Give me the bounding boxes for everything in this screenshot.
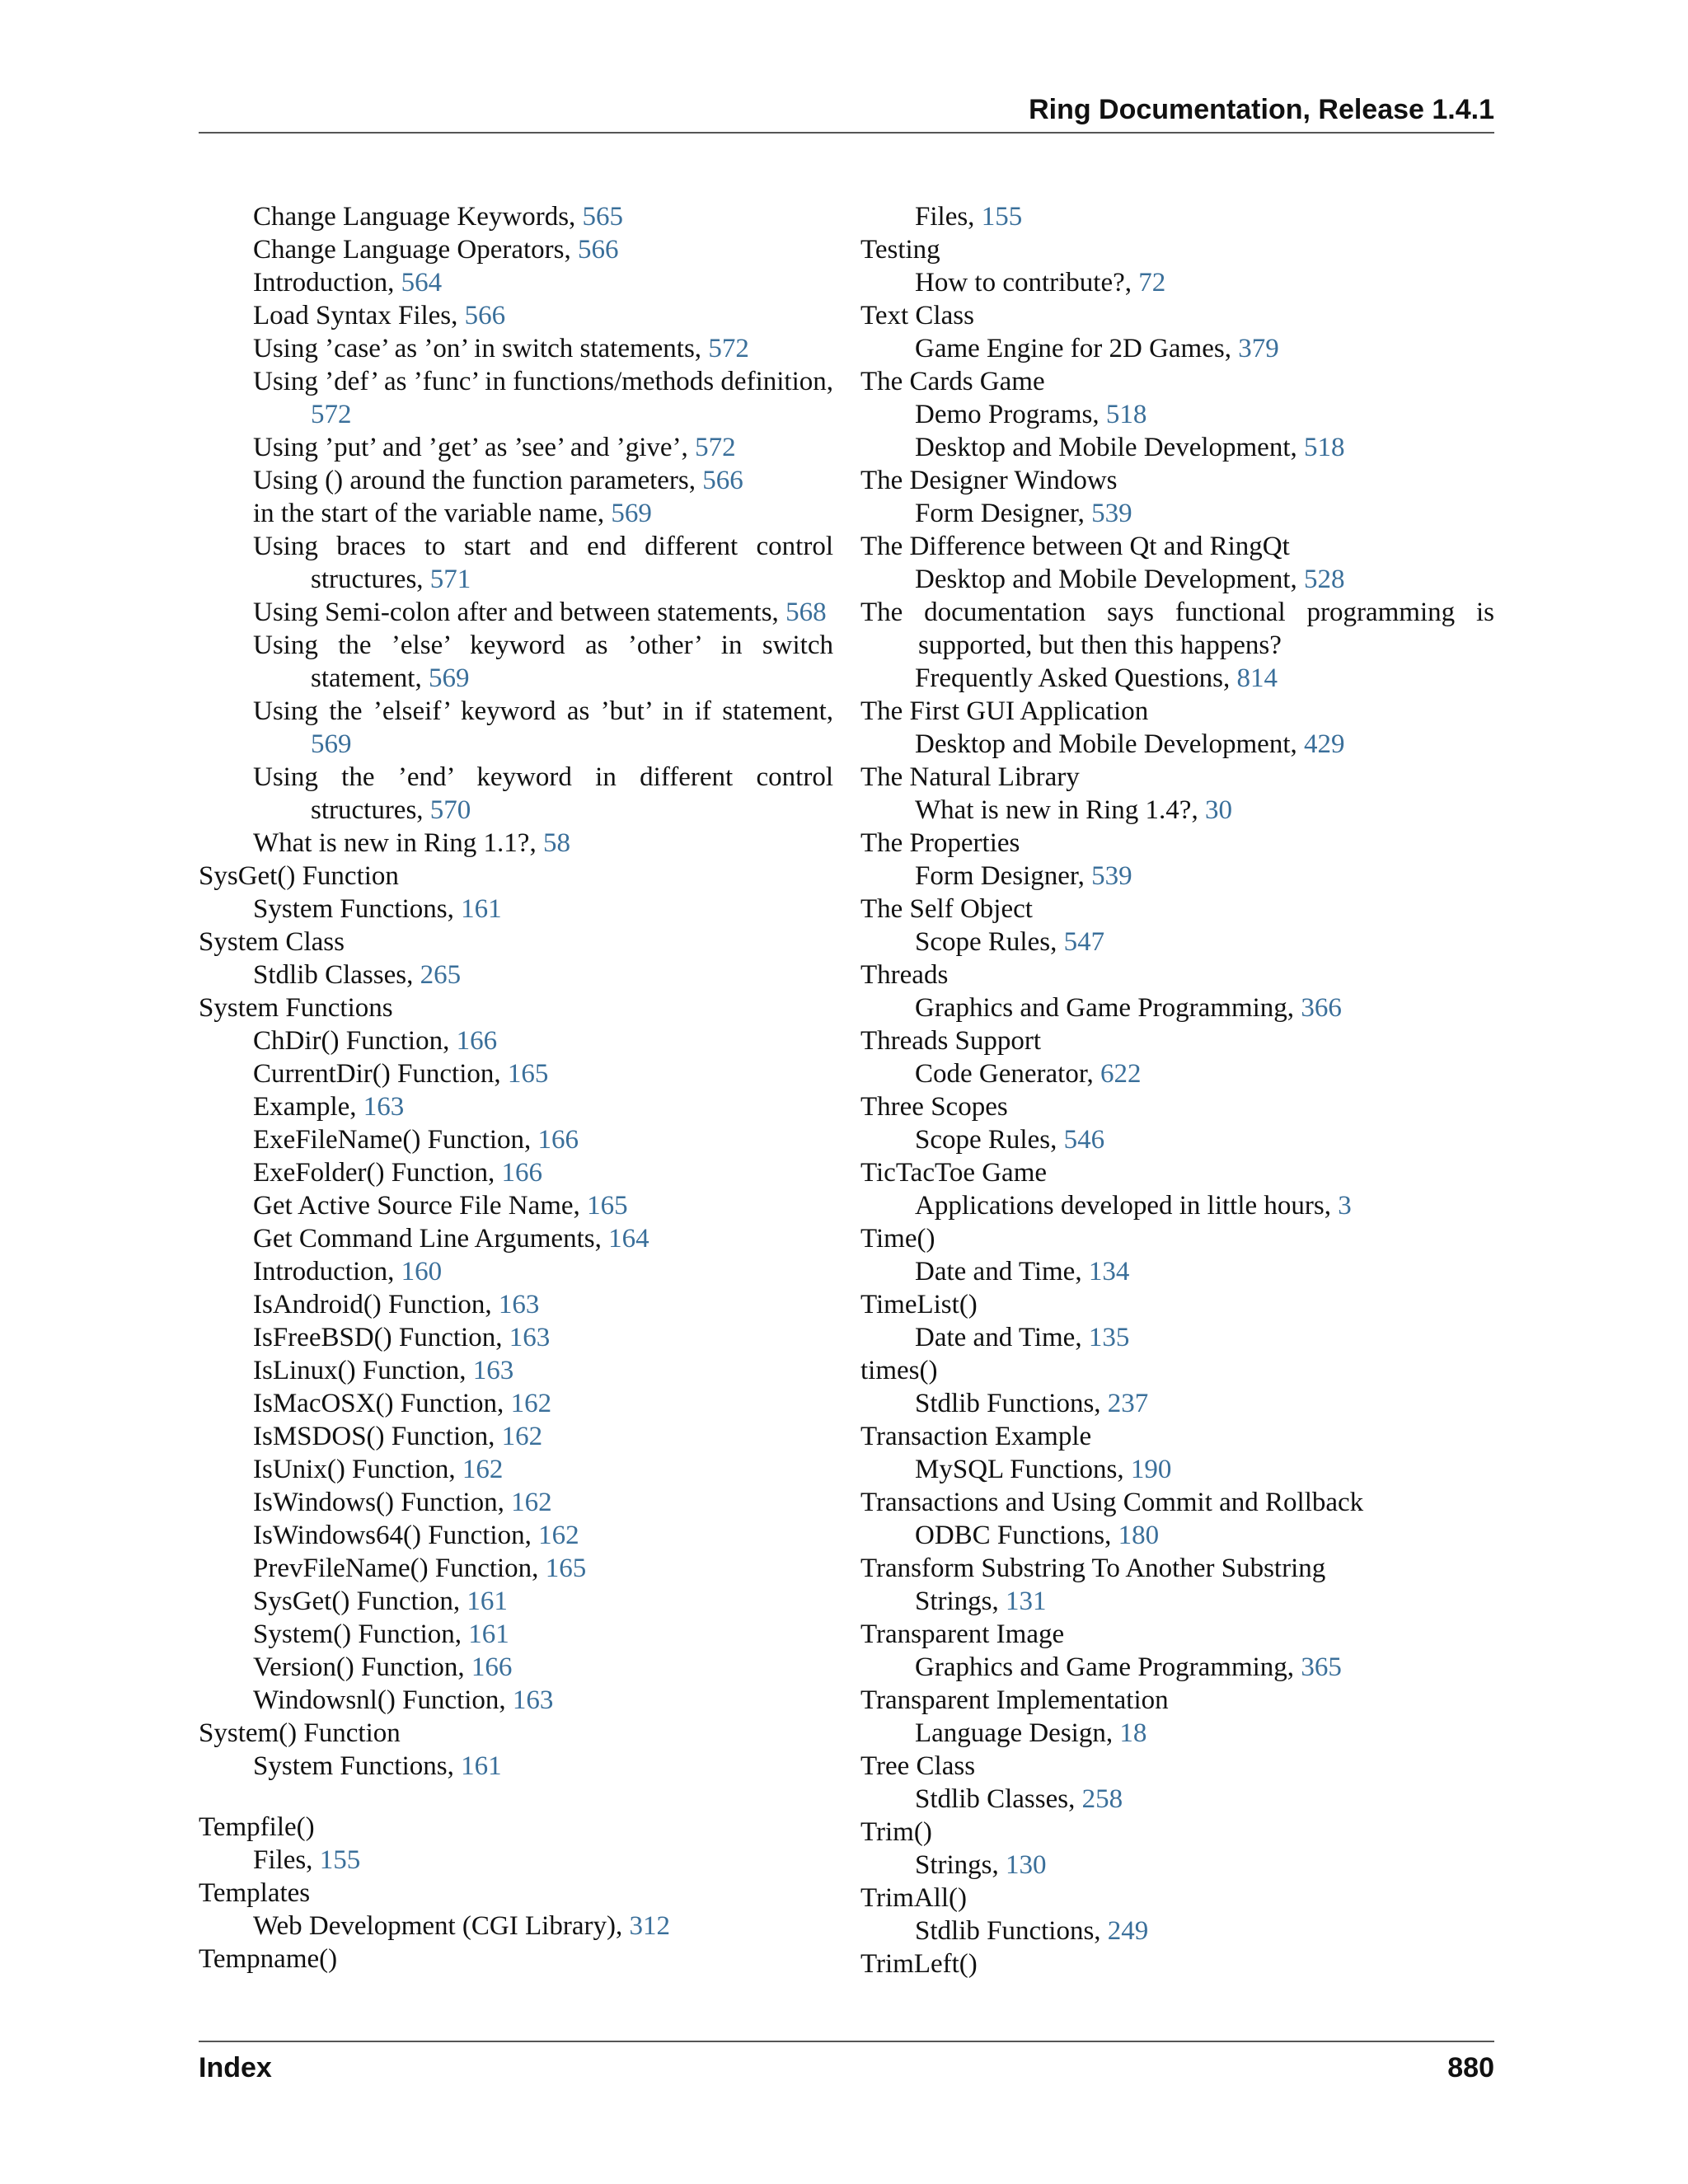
index-subentry: [860, 991, 1494, 1024]
page-link[interactable]: 166: [471, 1652, 513, 1682]
page-link[interactable]: 164: [608, 1224, 649, 1254]
index-subentry: [199, 596, 833, 629]
index-entry-text: Example,: [253, 1092, 363, 1122]
index-entry-text: Stdlib Functions,: [915, 1916, 1108, 1946]
page-link[interactable]: 546: [1063, 1125, 1105, 1155]
index-column-left: [199, 200, 833, 1975]
index-entry-text: ODBC Functions,: [915, 1521, 1118, 1550]
index-subentry: [199, 266, 833, 299]
index-subentry: [860, 563, 1494, 596]
index-subentry: [199, 1387, 833, 1420]
page-link[interactable]: 163: [509, 1323, 551, 1352]
index-subentry: [199, 299, 833, 332]
index-entry-text: Graphics and Game Programming,: [915, 993, 1301, 1023]
page-link[interactable]: 312: [629, 1911, 670, 1941]
index-entry-text: Get Active Source File Name,: [253, 1191, 588, 1221]
page-link[interactable]: 161: [467, 1586, 508, 1616]
page-link[interactable]: 155: [981, 202, 1023, 232]
index-subentry: [199, 1024, 833, 1057]
index-subentry: [199, 893, 833, 926]
index-subentry: [199, 233, 833, 266]
index-term: [860, 365, 1494, 398]
page-link[interactable]: 162: [511, 1488, 552, 1517]
page-link[interactable]: 539: [1091, 499, 1132, 528]
index-subentry: [199, 695, 833, 761]
index-subentry: [199, 1750, 833, 1783]
index-subentry: [860, 1057, 1494, 1090]
page-link[interactable]: 134: [1088, 1257, 1130, 1286]
index-entry-text: Transparent Image: [860, 1619, 1065, 1649]
index-subentry: [199, 827, 833, 860]
index-entry-text: PrevFileName() Function,: [253, 1554, 546, 1583]
index-entry-text: The Natural Library: [860, 762, 1080, 792]
index-entry-text: SysGet() Function: [199, 861, 399, 891]
page-link[interactable]: 130: [1006, 1850, 1047, 1880]
index-entry-text: The First GUI Application: [860, 696, 1149, 726]
index-subentry: [199, 1910, 833, 1943]
index-entry-text: System Functions: [199, 993, 393, 1023]
index-subentry: [199, 1618, 833, 1651]
page-link[interactable]: 571: [429, 565, 471, 594]
page-link[interactable]: 518: [1105, 400, 1147, 429]
index-entry-text: Stdlib Functions,: [915, 1389, 1108, 1418]
index-term: [860, 596, 1494, 662]
index-entry-text: How to contribute?,: [915, 268, 1139, 298]
index-term: [199, 1811, 833, 1844]
index-term: [860, 299, 1494, 332]
index-term: [199, 1877, 833, 1910]
index-subentry: [199, 431, 833, 464]
index-entry-text: Desktop and Mobile Development,: [915, 729, 1304, 759]
index-entry-text: TrimAll(): [860, 1883, 967, 1913]
page-link[interactable]: 18: [1119, 1718, 1147, 1748]
page-link[interactable]: 165: [587, 1191, 628, 1221]
index-entry-text: IsUnix() Function,: [253, 1455, 462, 1484]
index-subentry: [199, 1453, 833, 1486]
index-entry-text: IsWindows() Function,: [253, 1488, 512, 1517]
index-subentry: [199, 1288, 833, 1321]
page-link[interactable]: 162: [510, 1389, 552, 1418]
index-subentry: [860, 794, 1494, 827]
index-entry-text: Demo Programs,: [915, 400, 1106, 429]
index-entry-text: System() Function: [199, 1718, 401, 1748]
page-header: [199, 92, 1494, 134]
page-link[interactable]: 131: [1006, 1586, 1047, 1616]
index-subentry: [860, 1585, 1494, 1618]
index-entry-text: TicTacToe Game: [860, 1158, 1048, 1188]
index-entry-text: Graphics and Game Programming,: [915, 1652, 1301, 1682]
index-entry-text: MySQL Functions,: [915, 1455, 1131, 1484]
index-entry-text: IsAndroid() Function,: [253, 1290, 499, 1319]
page-link[interactable]: 72: [1138, 268, 1166, 298]
index-entry-text: Files,: [915, 202, 982, 232]
page-link[interactable]: 622: [1100, 1059, 1142, 1089]
index-entry-text: Scope Rules,: [915, 1125, 1064, 1155]
index-entry-text: Using the ’end’ keyword in different control structures,: [253, 762, 833, 825]
index-entry-text: Version() Function,: [253, 1652, 471, 1682]
index-subentry: [860, 266, 1494, 299]
index-entry-text: Testing: [860, 235, 940, 265]
index-column-right: [860, 200, 1494, 1980]
index-entry-text: Using braces to start and end different control structures,: [253, 532, 833, 594]
index-subentry: [199, 365, 833, 431]
page-link[interactable]: 162: [501, 1422, 543, 1451]
page-link[interactable]: 572: [708, 334, 749, 363]
index-entry-text: What is new in Ring 1.4?,: [915, 795, 1205, 825]
index-term: [199, 1717, 833, 1750]
index-entry-text: The Properties: [860, 828, 1020, 858]
page-link[interactable]: 566: [464, 301, 506, 330]
index-term: [860, 1222, 1494, 1255]
index-subentry: [860, 860, 1494, 893]
index-entry-text: Date and Time,: [915, 1323, 1089, 1352]
index-entry-text: IsLinux() Function,: [253, 1356, 473, 1385]
index-entry-text: Introduction,: [253, 1257, 401, 1286]
index-entry-text: Using ’put’ and ’get’ as ’see’ and ’give’,: [253, 433, 696, 462]
index-term: [860, 1618, 1494, 1651]
index-entry-text: Transaction Example: [860, 1422, 1092, 1451]
index-entry-text: What is new in Ring 1.1?,: [253, 828, 543, 858]
page-link[interactable]: 165: [545, 1554, 587, 1583]
index-term: [199, 860, 833, 893]
index-entry-text: times(): [860, 1356, 938, 1385]
page-link[interactable]: 166: [456, 1026, 498, 1056]
index-entry-text: Frequently Asked Questions,: [915, 663, 1237, 693]
index-entry-text: Date and Time,: [915, 1257, 1089, 1286]
index-subentry: [860, 1915, 1494, 1947]
index-subentry: [199, 1354, 833, 1387]
page-link[interactable]: 518: [1304, 433, 1345, 462]
index-entry-text: Three Scopes: [860, 1092, 1008, 1122]
index-entry-text: Language Design,: [915, 1718, 1120, 1748]
page-link[interactable]: 568: [785, 598, 827, 627]
index-term: [860, 1486, 1494, 1519]
index-subentry: [199, 497, 833, 530]
page-number: 880: [1447, 2052, 1494, 2083]
index-entry-text: Desktop and Mobile Development,: [915, 433, 1304, 462]
index-subentry: [860, 1717, 1494, 1750]
page-link[interactable]: 429: [1304, 729, 1345, 759]
page-link[interactable]: 166: [501, 1158, 543, 1188]
page-link[interactable]: 155: [319, 1845, 361, 1875]
index-entry-text: The Difference between Qt and RingQt: [860, 532, 1290, 561]
index-subentry: [199, 1123, 833, 1156]
index-entry-text: Stdlib Classes,: [253, 960, 420, 990]
index-subentry: [199, 958, 833, 991]
page-link[interactable]: 58: [542, 828, 570, 858]
index-entry-text: Using the ’elseif’ keyword as ’but’ in if statement,: [253, 696, 833, 726]
page-link[interactable]: 365: [1301, 1652, 1342, 1682]
index-subentry: [860, 431, 1494, 464]
page-link[interactable]: 566: [578, 235, 619, 265]
page-link[interactable]: 161: [461, 1751, 502, 1781]
index-entry-text: IsMSDOS() Function,: [253, 1422, 502, 1451]
index-entry-text: Threads Support: [860, 1026, 1042, 1056]
index-entry-text: Text Class: [860, 301, 974, 330]
page-link[interactable]: 569: [311, 729, 352, 759]
index-entry-text: Change Language Operators,: [253, 235, 579, 265]
index-entry-text: The documentation says functional programming is supported, but then this happens?: [860, 598, 1494, 660]
index-entry-text: System Functions,: [253, 1751, 462, 1781]
index-term: [860, 1816, 1494, 1849]
index-entry-text: Load Syntax Files,: [253, 301, 465, 330]
index-entry-text: System() Function,: [253, 1619, 469, 1649]
index-entry-text: Files,: [253, 1845, 320, 1875]
index-entry-text: Strings,: [915, 1586, 1006, 1616]
page-link[interactable]: 265: [420, 960, 462, 990]
index-subentry: [199, 464, 833, 497]
index-subentry: [199, 1420, 833, 1453]
index-term: [860, 530, 1494, 563]
index-subentry: [860, 497, 1494, 530]
index-subentry: [860, 332, 1494, 365]
index-term: [860, 233, 1494, 266]
index-entry-text: Introduction,: [253, 268, 401, 298]
index-subentry: [199, 1090, 833, 1123]
index-term: [860, 827, 1494, 860]
page-link[interactable]: 572: [695, 433, 736, 462]
page-link[interactable]: 564: [401, 268, 443, 298]
index-entry-text: Using ’case’ as ’on’ in switch statements,: [253, 334, 709, 363]
index-subentry: [860, 1387, 1494, 1420]
index-term: [860, 695, 1494, 728]
index-entry-text: Trim(): [860, 1817, 932, 1847]
index-subentry: [199, 1684, 833, 1717]
index-term: [860, 1024, 1494, 1057]
page-link[interactable]: 163: [512, 1685, 554, 1715]
page-link[interactable]: 572: [311, 400, 352, 429]
index-subentry: [860, 1453, 1494, 1486]
page-link[interactable]: 160: [401, 1257, 443, 1286]
page-link[interactable]: 190: [1130, 1455, 1172, 1484]
index-subentry: [199, 200, 833, 233]
index-entry-text: SysGet() Function,: [253, 1586, 467, 1616]
index-subentry: [199, 1585, 833, 1618]
index-subentry: [860, 1519, 1494, 1552]
index-subentry: [199, 1519, 833, 1552]
index-entry-text: ExeFileName() Function,: [253, 1125, 538, 1155]
page-link[interactable]: 528: [1304, 565, 1345, 594]
index-entry-text: Transform Substring To Another Substring: [860, 1554, 1326, 1583]
index-entry-text: System Class: [199, 927, 345, 957]
index-entry-text: in the start of the variable name,: [253, 499, 612, 528]
index-entry-text: Applications developed in little hours,: [915, 1191, 1339, 1221]
index-term: [860, 761, 1494, 794]
page-link[interactable]: 166: [537, 1125, 579, 1155]
index-entry-text: IsMacOSX() Function,: [253, 1389, 511, 1418]
page-link[interactable]: 547: [1063, 927, 1105, 957]
index-entry-text: Get Command Line Arguments,: [253, 1224, 609, 1254]
index-term: [860, 1552, 1494, 1585]
page-link[interactable]: 180: [1118, 1521, 1160, 1550]
section-label: Index: [199, 2052, 272, 2083]
index-entry-text: Templates: [199, 1878, 311, 1908]
index-subentry: [860, 1123, 1494, 1156]
index-subentry: [860, 1321, 1494, 1354]
page-link[interactable]: 161: [468, 1619, 509, 1649]
index-subentry: [860, 1189, 1494, 1222]
index-term: [199, 991, 833, 1024]
index-subentry: [199, 332, 833, 365]
index-subentry: [199, 1222, 833, 1255]
page-link[interactable]: 237: [1107, 1389, 1149, 1418]
index-subentry: [199, 1321, 833, 1354]
page-link[interactable]: 565: [582, 202, 624, 232]
index-entry-text: Stdlib Classes,: [915, 1784, 1082, 1814]
index-entry-text: The Cards Game: [860, 367, 1045, 396]
index-subentry: [199, 1486, 833, 1519]
index-entry-text: Using ’def’ as ’func’ in functions/methods definition,: [253, 367, 833, 396]
page-link[interactable]: 3: [1338, 1191, 1352, 1221]
page-link[interactable]: 163: [498, 1290, 540, 1319]
index-entry-text: TimeList(): [860, 1290, 978, 1319]
page-link[interactable]: 570: [429, 795, 471, 825]
index-subentry: [199, 1255, 833, 1288]
index-entry-text: Scope Rules,: [915, 927, 1064, 957]
index-entry-text: Time(): [860, 1224, 935, 1254]
index-subentry: [199, 530, 833, 596]
index-entry-text: Tree Class: [860, 1751, 976, 1781]
index-subentry: [199, 1156, 833, 1189]
index-term: [860, 893, 1494, 926]
index-entry-text: Change Language Keywords,: [253, 202, 583, 232]
index-entry-text: Tempfile(): [199, 1812, 315, 1842]
page-link[interactable]: 161: [461, 894, 502, 924]
index-term: [860, 1750, 1494, 1783]
index-entry-text: ExeFolder() Function,: [253, 1158, 502, 1188]
index-entry-text: ChDir() Function,: [253, 1026, 457, 1056]
page-link[interactable]: 165: [507, 1059, 549, 1089]
index-entry-text: The Self Object: [860, 894, 1033, 924]
index-term: [860, 464, 1494, 497]
index-entry-text: Using the ’else’ keyword as ’other’ in switch statement,: [253, 630, 833, 693]
index-subentry: [860, 926, 1494, 958]
index-entry-text: Transparent Implementation: [860, 1685, 1169, 1715]
index-subentry: [199, 1057, 833, 1090]
index-term: [860, 1420, 1494, 1453]
index-term: [860, 1882, 1494, 1915]
page-link[interactable]: 569: [428, 663, 470, 693]
index-subentry: [860, 200, 1494, 233]
index-entry-text: Using () around the function parameters,: [253, 466, 703, 495]
index-term: [860, 1288, 1494, 1321]
index-term: [860, 1354, 1494, 1387]
index-entry-text: Desktop and Mobile Development,: [915, 565, 1304, 594]
page-link[interactable]: 249: [1107, 1916, 1149, 1946]
page-link[interactable]: 566: [702, 466, 743, 495]
index-entry-text: Threads: [860, 960, 949, 990]
page-link[interactable]: 163: [472, 1356, 514, 1385]
index-subentry: [199, 761, 833, 827]
index-entry-text: Form Designer,: [915, 861, 1092, 891]
index-term: [199, 1943, 833, 1975]
document-title: Ring Documentation, Release 1.4.1: [1029, 94, 1494, 125]
index-entry-text: IsFreeBSD() Function,: [253, 1323, 509, 1352]
index-term: [860, 1156, 1494, 1189]
index-entry-text: TrimLeft(): [860, 1949, 978, 1979]
index-subentry: [199, 629, 833, 695]
index-term: [199, 926, 833, 958]
index-term: [860, 1684, 1494, 1717]
page-link[interactable]: 163: [363, 1092, 405, 1122]
index-entry-text: Game Engine for 2D Games,: [915, 334, 1239, 363]
index-subentry: [860, 398, 1494, 431]
page-link[interactable]: 162: [538, 1521, 579, 1550]
index-entry-text: CurrentDir() Function,: [253, 1059, 508, 1089]
index-subentry: [860, 1651, 1494, 1684]
index-entry-text: IsWindows64() Function,: [253, 1521, 539, 1550]
index-entry-text: Code Generator,: [915, 1059, 1101, 1089]
page-link[interactable]: 30: [1204, 795, 1232, 825]
index-subentry: [860, 1255, 1494, 1288]
index-subentry: [199, 1189, 833, 1222]
page-link[interactable]: 162: [462, 1455, 504, 1484]
index-subentry: [860, 662, 1494, 695]
index-entry-text: The Designer Windows: [860, 466, 1118, 495]
index-subentry: [199, 1844, 833, 1877]
index-subentry: [860, 728, 1494, 761]
index-entry-text: Tempname(): [199, 1944, 338, 1974]
index-entry-text: Form Designer,: [915, 499, 1092, 528]
page-link[interactable]: 258: [1081, 1784, 1123, 1814]
index-subentry: [199, 1552, 833, 1585]
index-subentry: [860, 1849, 1494, 1882]
page-link[interactable]: 135: [1088, 1323, 1130, 1352]
index-term: [860, 1947, 1494, 1980]
page-link[interactable]: 379: [1238, 334, 1279, 363]
page-link[interactable]: 539: [1091, 861, 1132, 891]
index-term: [860, 1090, 1494, 1123]
index-entry-text: Web Development (CGI Library),: [253, 1911, 630, 1941]
index-entry-text: Using Semi-colon after and between statements,: [253, 598, 786, 627]
page-link[interactable]: 366: [1301, 993, 1342, 1023]
page-link[interactable]: 814: [1236, 663, 1278, 693]
page-link[interactable]: 569: [611, 499, 652, 528]
index-term: [860, 958, 1494, 991]
page-footer: [199, 2041, 1494, 2092]
index-entry-text: Windowsnl() Function,: [253, 1685, 513, 1715]
index-entry-text: Transactions and Using Commit and Rollback: [860, 1488, 1364, 1517]
index-entry-text: System Functions,: [253, 894, 462, 924]
index-subentry: [860, 1783, 1494, 1816]
index-entry-text: Strings,: [915, 1850, 1006, 1880]
index-subentry: [199, 1651, 833, 1684]
